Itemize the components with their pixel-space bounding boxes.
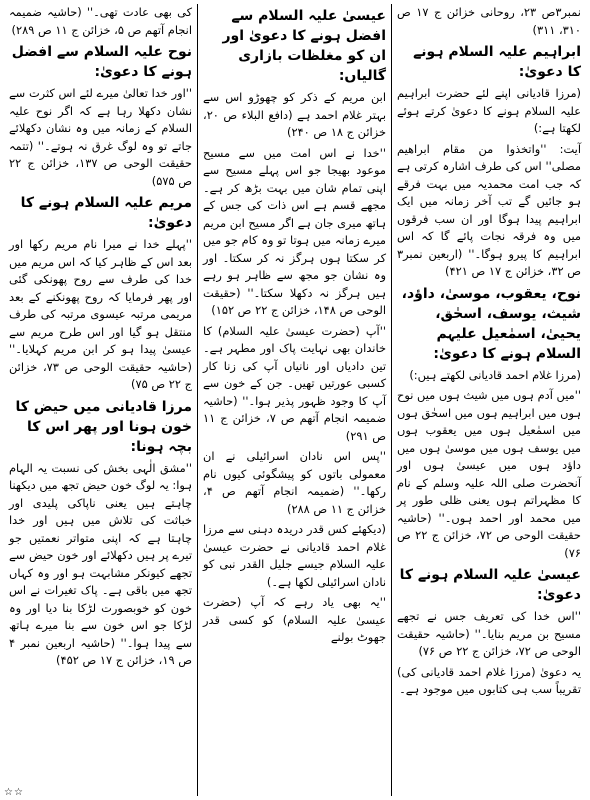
section-heading: نوح علیہ السلام سے افضل ہونے کا دعویٰ: — [11, 44, 192, 80]
section-heading: ابراہیم علیہ السلام ہونے کا دعویٰ: — [413, 44, 581, 80]
paragraph: ''پہلے خدا نے میرا نام مریم رکھا اور بعد اس کے ظاہر کیا کہ اس مریم میں خدا کی طرف سے روح پھونکی گئی اور پھر فرمایا کہ روح پھونکنے کے بعد مریمی مرتبہ عیسوی مرتبہ کی طرف منتقل ہو گیا اور اس طرح مریم سے عیسیٰ پیدا ہو کر ابن مریم کہلایا۔'' (حاشیہ حقیقت الوحی ص ۷۳، خزائن ج ۲۲ ص ۷۵) — [9, 237, 192, 391]
paragraph: ''آپ (حضرت عیسیٰ علیہ السلام) کا خاندان بھی نہایت پاک اور مطہر ہے۔ تین دادیاں اور نانیاں آپ کی زنا کار کسبی عورتیں تھیں۔ جن کے خون سے آپ کا وجود ظہور پذیر ہوا۔'' (حاشیہ ضمیمہ انجام آتھم ص ۷، خزائن ج ۱۱ ص ۲۹۱) — [203, 323, 386, 443]
section-heading: مرزا قادیانی میں حیض کا خون ہونا اور پھر اس کا بچہ ہونا: — [15, 398, 192, 455]
paragraph: ابن مریم کے ذکر کو چھوڑو اس سے بہتر غلام احمد ہے (دافع البلاء ص ۲۰، خزائن ج ۱۸ ص ۲۴۰) — [203, 90, 386, 139]
paragraph: (مرزا قادیانی اپنے لئے حضرت ابراہیم علیہ السلام ہونے کا دعویٰ کرتے ہوئے لکھتا ہے:) — [397, 86, 581, 135]
paragraph: ''اور خدا تعالیٰ میرے لئے اس کثرت سے نشان دکھلا رہا ہے کہ اگر نوح علیہ السلام کے زمانہ میں وہ نشان دکھلائے جاتے تو وہ لوگ غرق نہ ہوتے۔'' (تتمہ حقیقت الوحی ص ۱۳۷، خزائن ج ۲۲ ص ۵۷۵) — [9, 86, 192, 188]
page — [4, 4, 586, 796]
paragraph: ''مشق الٰہی بخش کی نسبت یہ الہام ہوا: یہ لوگ خون حیض تجھ میں دیکھنا چاہتے ہیں یعنی ناپاکی پلیدی اور خباثت کی تلاش میں ہیں اور خدا چاہتا ہے کہ اپنی متواتر نعمتیں جو تیرے پر ہیں دکھلائے اور خون حیض سے تجھے کیونکر مشابہت ہو اور وہ کہاں تجھ میں باقی ہے۔ پاک تغیرات نے اس خون کو خوبصورت لڑکا بنا دیا اور وہ لڑکا جو اس خون سے بنا میرے ہاتھ سے پیدا ہوا۔'' (حاشیہ اربعین نمبر ۴ ص ۱۹، خزائن ج ۱۷ ص ۴۵۲) — [9, 460, 192, 667]
section-heading: عیسیٰ علیہ السلام ہونے کا دعویٰ: — [399, 567, 581, 603]
paragraph: آیت: ''واتخذوا من مقام ابراھیم مصلی'' اس کی طرف اشارہ کرتی ہے کہ جب امت محمدیہ میں بہت فرقے ہو جائیں گے تب آخر زمانہ میں ایک ابراہیم پیدا ہوگا اور ان سب فرقوں میں وہ فرقہ نجات پائے گا کہ اس ابراہیم کا پیرو ہوگا۔'' (اربعین نمبر۳ ص ۳۲، خزائن ج ۱۷ ص ۴۲۱) — [397, 141, 581, 278]
column-middle — [198, 4, 392, 796]
section-heading: مریم علیہ السلام ہونے کا دعویٰ: — [20, 195, 192, 231]
paragraph: کی بھی عادت تھی۔'' (حاشیہ ضمیمہ انجام آتھم ص ۵، خزائن ج ۱۱ ص ۲۸۹) — [9, 5, 192, 37]
paragraph: (دیکھئے کس قدر دریدہ دہنی سے مرزا غلام احمد قادیانی نے حضرت عیسیٰ علیہ السلام جیسے جلیل القدر نبی کو نادان اسرائیلی لکھا ہے۔) — [203, 522, 386, 589]
paragraph: ''اس خدا کی تعریف جس نے تجھے مسیح بن مریم بنایا۔'' (حاشیہ حقیقت الوحی ص ۷۲، خزائن ج ۲۲ ص ۷۶) — [397, 609, 581, 658]
paragraph: ''پس اس نادان اسرائیلی نے ان معمولی باتوں کو پیشگوئی کیوں نام رکھا۔'' (ضمیمہ انجام آتھم ص ۴، خزائن ج ۱۱ ص ۲۸۸) — [203, 449, 386, 516]
paragraph: ''یہ بھی یاد رہے کہ آپ (حضرت عیسیٰ علیہ السلام) کو کسی قدر جھوٹ بولنے — [203, 595, 386, 644]
section-heading: عیسیٰ علیہ السلام سے افضل ہونے کا دعویٰ اور ان کو مغلظات بازاری گالیاں: — [222, 8, 386, 84]
paragraph: نمبر۳ص ۲۳، روحانی خزائن ج ۱۷ ص ۳۱۰، ۳۱۱) — [397, 5, 581, 37]
column-right — [392, 4, 586, 796]
paragraph: ''خدا نے اس امت میں سے مسیح موعود بھیجا جو اس پہلے مسیح سے اپنی تمام شان میں بہت بڑھ کر ہے۔ مجھے قسم ہے اس ذات کی جس کے ہاتھ میری جان ہے اگر مسیح ابن مریم میرے زمانہ میں ہوتا تو وہ کام جو میں کر سکتا ہوں ہرگز نہ کر سکتا۔ اور وہ نشان جو مجھ سے ظاہر ہو رہے ہیں ہرگز نہ دکھلا سکتا۔'' (حقیقت الوحی ص ۱۴۸، خزائن ج ۲۲ ص ۱۵۲) — [203, 145, 386, 317]
paragraph: یہ دعویٰ (مرزا غلام احمد قادیانی کی) تقریباً سب ہی کتابوں میں موجود ہے۔ — [397, 664, 581, 696]
footer-stars: ☆☆ — [4, 787, 24, 798]
paragraph: ''میں آدم ہوں میں شیث ہوں میں نوح ہوں میں ابراہیم ہوں میں اسحٰق ہوں میں اسمٰعیل ہوں میں یعقوب ہوں میں یوسف ہوں میں موسیٰ ہوں میں داؤد ہوں میں عیسیٰ ہوں اور آنحضرت صلی اللہ علیہ وسلم کے نام کا مظہراتم ہوں یعنی ظلی طور پر میں محمد اور احمد ہوں۔'' (حاشیہ حقیقت الوحی ص ۷۲، خزائن ج ۲۲ ص ۷۶) — [397, 388, 581, 560]
section-heading: نوح، یعقوب، موسیٰ، داؤد، شیث، یوسف، اسحٰق، یحییٰ، اسمٰعیل علیہم السلام ہونے کا دعویٰ: — [401, 285, 581, 362]
column-left — [4, 4, 198, 796]
paragraph: (مرزا غلام احمد قادیانی لکھتے ہیں:) — [409, 367, 581, 382]
